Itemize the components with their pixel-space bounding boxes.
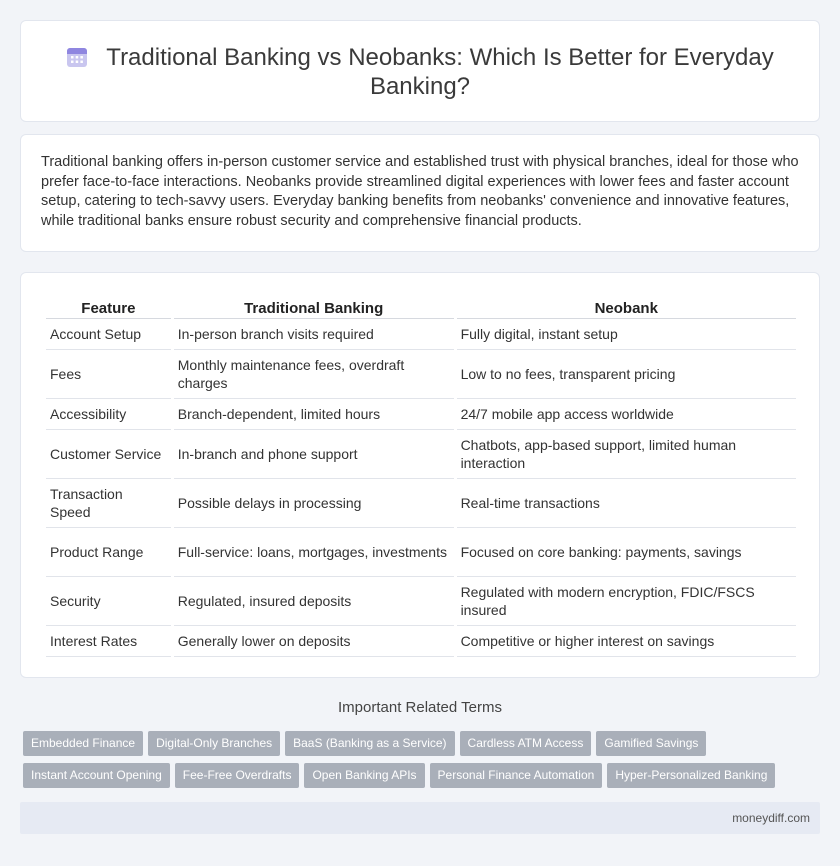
neobank-cell: Real-time transactions xyxy=(457,479,796,528)
neobank-cell: Competitive or higher interest on savings xyxy=(457,626,796,657)
neobank-cell: Chatbots, app-based support, limited human interaction xyxy=(457,430,796,479)
traditional-cell: In-branch and phone support xyxy=(174,430,454,479)
tag-fee-free-overdrafts[interactable]: Fee-Free Overdrafts xyxy=(175,763,300,788)
header-traditional: Traditional Banking xyxy=(174,295,454,319)
intro-card xyxy=(20,134,820,252)
neobank-cell: Regulated with modern encryption, FDIC/FSCS insured xyxy=(457,577,796,626)
feature-cell: Transaction Speed xyxy=(46,479,171,528)
footer-site[interactable]: moneydiff.com xyxy=(732,811,810,825)
header-neobank: Neobank xyxy=(457,295,796,319)
tag-personal-finance-automation[interactable]: Personal Finance Automation xyxy=(430,763,603,788)
table-header-row xyxy=(46,295,796,319)
traditional-cell: Generally lower on deposits xyxy=(174,626,454,657)
table-row xyxy=(46,319,796,350)
neobank-cell: Fully digital, instant setup xyxy=(457,319,796,350)
traditional-cell: Branch-dependent, limited hours xyxy=(174,399,454,430)
table-row xyxy=(46,399,796,430)
feature-cell: Product Range xyxy=(46,528,171,577)
neobank-cell: Focused on core banking: payments, savings xyxy=(457,528,796,577)
table-row xyxy=(46,626,796,657)
table-row xyxy=(46,350,796,399)
calendar-icon xyxy=(66,46,88,68)
neobank-cell: 24/7 mobile app access worldwide xyxy=(457,399,796,430)
tag-cardless-atm-access[interactable]: Cardless ATM Access xyxy=(460,731,592,756)
traditional-cell: Monthly maintenance fees, overdraft charges xyxy=(174,350,454,399)
feature-cell: Accessibility xyxy=(46,399,171,430)
page-title-wrap xyxy=(61,43,779,101)
tag-open-banking-apis[interactable]: Open Banking APIs xyxy=(304,763,424,788)
intro-paragraph: Traditional banking offers in-person customer service and established trust with physical branches, ideal for those who prefer face-to-face interactions. Neobanks provide streamlined digital experiences with lower fees and faster account setup, catering to tech-savvy users. Everyday banking benefits from neobanks' convenience and innovative features, while traditional banks ensure robust security and comprehensive financial products. xyxy=(41,154,799,229)
feature-cell: Security xyxy=(46,577,171,626)
neobank-cell: Low to no fees, transparent pricing xyxy=(457,350,796,399)
related-terms-title: Important Related Terms xyxy=(338,699,502,716)
traditional-cell: Regulated, insured deposits xyxy=(174,577,454,626)
table-row xyxy=(46,479,796,528)
header-feature: Feature xyxy=(46,295,171,319)
traditional-cell: In-person branch visits required xyxy=(174,319,454,350)
header-card xyxy=(20,20,820,122)
comparison-card xyxy=(20,272,820,678)
tag-instant-account-opening[interactable]: Instant Account Opening xyxy=(23,763,170,788)
feature-cell: Interest Rates xyxy=(46,626,171,657)
related-terms-tags xyxy=(23,731,813,795)
table-row xyxy=(46,430,796,479)
table-row xyxy=(46,577,796,626)
tag-hyper-personalized-banking[interactable]: Hyper-Personalized Banking xyxy=(607,763,775,788)
feature-cell: Fees xyxy=(46,350,171,399)
tag-embedded-finance[interactable]: Embedded Finance xyxy=(23,731,143,756)
page-title: Traditional Banking vs Neobanks: Which Is Better for Everyday Banking? xyxy=(106,44,774,100)
tag-row xyxy=(23,763,813,795)
tag-digital-only-branches[interactable]: Digital-Only Branches xyxy=(148,731,280,756)
traditional-cell: Full-service: loans, mortgages, investments xyxy=(174,528,454,577)
tag-baas[interactable]: BaaS (Banking as a Service) xyxy=(285,731,454,756)
feature-cell: Account Setup xyxy=(46,319,171,350)
traditional-cell: Possible delays in processing xyxy=(174,479,454,528)
table-row xyxy=(46,528,796,577)
comparison-table xyxy=(43,295,799,657)
tag-gamified-savings[interactable]: Gamified Savings xyxy=(596,731,706,756)
tag-row xyxy=(23,731,813,763)
footer xyxy=(20,802,820,834)
feature-cell: Customer Service xyxy=(46,430,171,479)
